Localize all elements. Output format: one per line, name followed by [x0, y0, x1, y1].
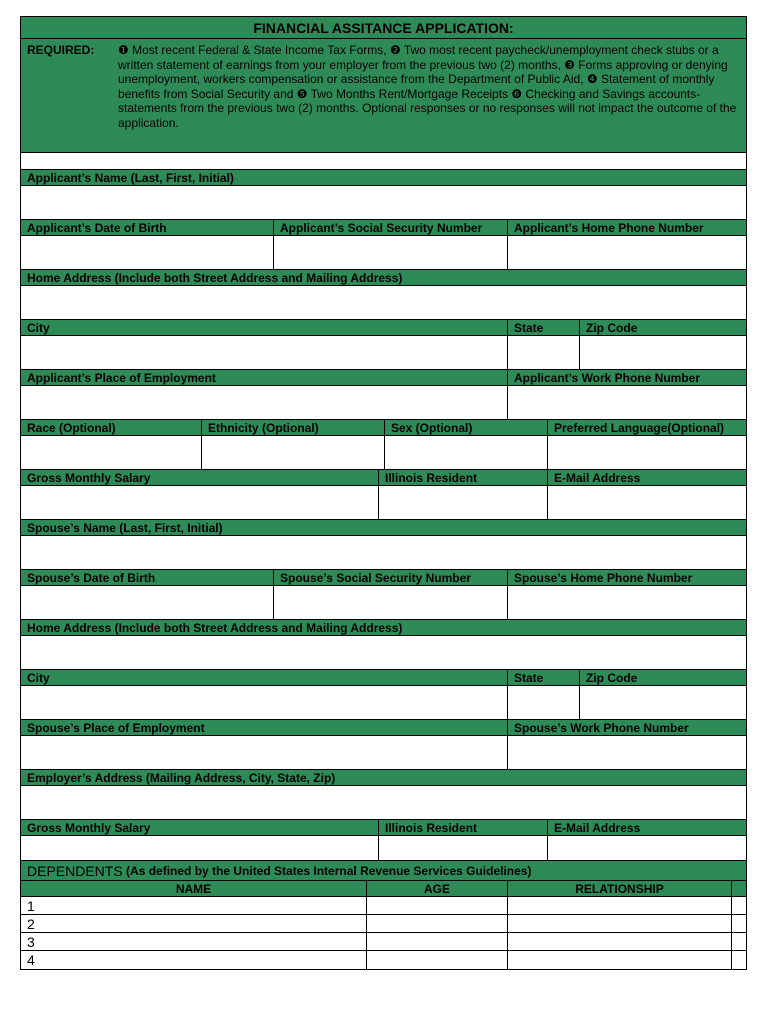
- spouse-state-field[interactable]: [508, 686, 580, 719]
- dependent-number[interactable]: 4: [21, 951, 367, 969]
- dependent-number[interactable]: 3: [21, 933, 367, 950]
- spouse-ssn-field[interactable]: [274, 586, 508, 619]
- applicant-resident-field[interactable]: [379, 486, 548, 519]
- applicant-city-row: [21, 336, 746, 370]
- applicant-address-header: [21, 270, 746, 286]
- applicant-home-phone-field[interactable]: [508, 236, 746, 269]
- applicant-name-field[interactable]: [21, 186, 746, 219]
- applicant-employment-field[interactable]: [21, 386, 508, 419]
- spouse-zip-label: Zip Code: [586, 671, 638, 685]
- dependent-extra-field: [732, 951, 746, 969]
- dependent-age-field[interactable]: [367, 933, 508, 950]
- required-label: REQUIRED:: [27, 43, 95, 57]
- employer-address-label: Employer’s Address (Mailing Address, City, State, Zip): [27, 771, 336, 785]
- spouse-salary-row: [21, 836, 746, 861]
- applicant-dob-row: [21, 236, 746, 270]
- dependent-extra-field: [732, 897, 746, 914]
- dependent-relationship-field[interactable]: [508, 933, 732, 950]
- dependents-col-name: NAME: [21, 881, 367, 896]
- applicant-zip-field[interactable]: [580, 336, 746, 369]
- required-documents: [21, 39, 746, 153]
- spouse-name-header: [21, 520, 746, 536]
- dependents-col-extra: [732, 881, 746, 896]
- applicant-home-phone-label: Applicant’s Home Phone Number: [514, 221, 704, 235]
- demographics-header: [21, 420, 746, 436]
- applicant-city-label: City: [21, 320, 508, 335]
- spouse-resident-label: Illinois Resident: [379, 820, 548, 835]
- spouse-city-row: [21, 686, 746, 720]
- required-text: ❶ Most recent Federal & State Income Tax Forms, ❷ Two most recent paycheck/unemployment check stubs or a written statement of earnings from your employer from the previous two (2) months, ❸ Forms approving or denying unemployment, workers compensation or assistance from the Department of Public Aid, ❹ Statement of monthly benefits from Social Security and ❺ Two Months Rent/Mortgage Receipts ❻ Checking and Savings accounts-statements from the previous two (2) months. Optional responses or no responses will not impact the outcome of the application.: [118, 43, 737, 130]
- applicant-employment-row: [21, 386, 746, 420]
- dependent-age-field[interactable]: [367, 951, 508, 969]
- spouse-city-label: City: [21, 670, 508, 685]
- spouse-dob-label: Spouse’s Date of Birth: [21, 570, 274, 585]
- applicant-dob-field[interactable]: [21, 236, 274, 269]
- dependent-number[interactable]: 2: [21, 915, 367, 932]
- applicant-salary-field[interactable]: [21, 486, 379, 519]
- applicant-city-field[interactable]: [21, 336, 508, 369]
- dependents-title: [21, 861, 746, 881]
- spouse-city-header: [21, 670, 746, 686]
- spouse-address-row: [21, 636, 746, 670]
- ethnicity-label: Ethnicity (Optional): [202, 420, 385, 435]
- sex-label: Sex (Optional): [385, 420, 548, 435]
- applicant-resident-label: Illinois Resident: [379, 470, 548, 485]
- spouse-address-header: [21, 620, 746, 636]
- spacer-row: [21, 153, 746, 170]
- spouse-dob-field[interactable]: [21, 586, 274, 619]
- dependents-col-age: AGE: [367, 881, 508, 896]
- spouse-employment-field[interactable]: [21, 736, 508, 769]
- financial-assistance-form: [20, 16, 747, 970]
- ethnicity-field[interactable]: [202, 436, 385, 469]
- applicant-ssn-label: Applicant’s Social Security Number: [274, 220, 508, 235]
- spouse-address-label: Home Address (Include both Street Address and Mailing Address): [27, 621, 403, 635]
- spouse-name-label: Spouse’s Name (Last, First, Initial): [27, 521, 223, 535]
- spouse-home-phone-field[interactable]: [508, 586, 746, 619]
- dependent-relationship-field[interactable]: [508, 897, 732, 914]
- applicant-dob-header: [21, 220, 746, 236]
- applicant-salary-row: [21, 486, 746, 520]
- applicant-zip-label: Zip Code: [586, 321, 638, 335]
- spouse-state-label: State: [508, 670, 580, 685]
- dependents-heading: DEPENDENTS: [27, 863, 123, 879]
- spouse-zip-field[interactable]: [580, 686, 746, 719]
- applicant-name-label: Applicant’s Name (Last, First, Initial): [27, 171, 234, 185]
- demographics-row: [21, 436, 746, 470]
- spouse-employment-row: [21, 736, 746, 770]
- language-label: Preferred Language(Optional): [554, 421, 725, 435]
- employer-address-row: [21, 786, 746, 820]
- applicant-employment-header: [21, 370, 746, 386]
- applicant-name-row: [21, 186, 746, 220]
- dependents-header: [21, 881, 746, 897]
- race-field[interactable]: [21, 436, 202, 469]
- applicant-salary-header: [21, 470, 746, 486]
- spouse-dob-row: [21, 586, 746, 620]
- applicant-email-label: E-Mail Address: [554, 471, 641, 485]
- spouse-city-field[interactable]: [21, 686, 508, 719]
- spouse-address-field[interactable]: [21, 636, 746, 669]
- spouse-name-row: [21, 536, 746, 570]
- spouse-salary-field[interactable]: [21, 836, 379, 860]
- dependents-col-relationship: RELATIONSHIP: [508, 881, 732, 896]
- dependent-relationship-field[interactable]: [508, 915, 732, 932]
- dependent-age-field[interactable]: [367, 915, 508, 932]
- spouse-home-phone-label: Spouse’s Home Phone Number: [514, 571, 693, 585]
- spouse-work-phone-field[interactable]: [508, 736, 746, 769]
- applicant-address-field[interactable]: [21, 286, 746, 319]
- dependent-row: [21, 933, 746, 951]
- sex-field[interactable]: [385, 436, 548, 469]
- spouse-name-field[interactable]: [21, 536, 746, 569]
- spouse-employment-header: [21, 720, 746, 736]
- spouse-dob-header: [21, 570, 746, 586]
- spouse-email-label: E-Mail Address: [554, 821, 641, 835]
- dependent-number[interactable]: 1: [21, 897, 367, 914]
- applicant-state-field[interactable]: [508, 336, 580, 369]
- dependent-row: [21, 951, 746, 969]
- dependent-extra-field: [732, 933, 746, 950]
- spouse-email-field[interactable]: [548, 836, 746, 860]
- spouse-salary-header: [21, 820, 746, 836]
- applicant-address-row: [21, 286, 746, 320]
- spouse-work-phone-label: Spouse’s Work Phone Number: [514, 721, 689, 735]
- employer-address-header: [21, 770, 746, 786]
- applicant-dob-label: Applicant’s Date of Birth: [21, 220, 274, 235]
- dependent-extra-field: [732, 915, 746, 932]
- applicant-email-field[interactable]: [548, 486, 746, 519]
- employer-address-field[interactable]: [21, 786, 746, 819]
- applicant-state-label: State: [508, 320, 580, 335]
- language-field[interactable]: [548, 436, 746, 469]
- dependent-relationship-field[interactable]: [508, 951, 732, 969]
- dependent-age-field[interactable]: [367, 897, 508, 914]
- form-title: FINANCIAL ASSITANCE APPLICATION:: [21, 17, 746, 39]
- dependents-subtitle: (As defined by the United States Internal Revenue Services Guidelines): [126, 864, 532, 878]
- applicant-employment-label: Applicant’s Place of Employment: [21, 370, 508, 385]
- spouse-employment-label: Spouse’s Place of Employment: [21, 720, 508, 735]
- applicant-salary-label: Gross Monthly Salary: [21, 470, 379, 485]
- dependent-row: [21, 897, 746, 915]
- race-label: Race (Optional): [21, 420, 202, 435]
- applicant-city-header: [21, 320, 746, 336]
- applicant-ssn-field[interactable]: [274, 236, 508, 269]
- applicant-address-label: Home Address (Include both Street Address and Mailing Address): [27, 271, 403, 285]
- spouse-salary-label: Gross Monthly Salary: [21, 820, 379, 835]
- spouse-resident-field[interactable]: [379, 836, 548, 860]
- applicant-work-phone-field[interactable]: [508, 386, 746, 419]
- applicant-work-phone-label: Applicant’s Work Phone Number: [514, 371, 701, 385]
- dependent-row: [21, 915, 746, 933]
- applicant-name-header: [21, 170, 746, 186]
- spouse-ssn-label: Spouse’s Social Security Number: [274, 570, 508, 585]
